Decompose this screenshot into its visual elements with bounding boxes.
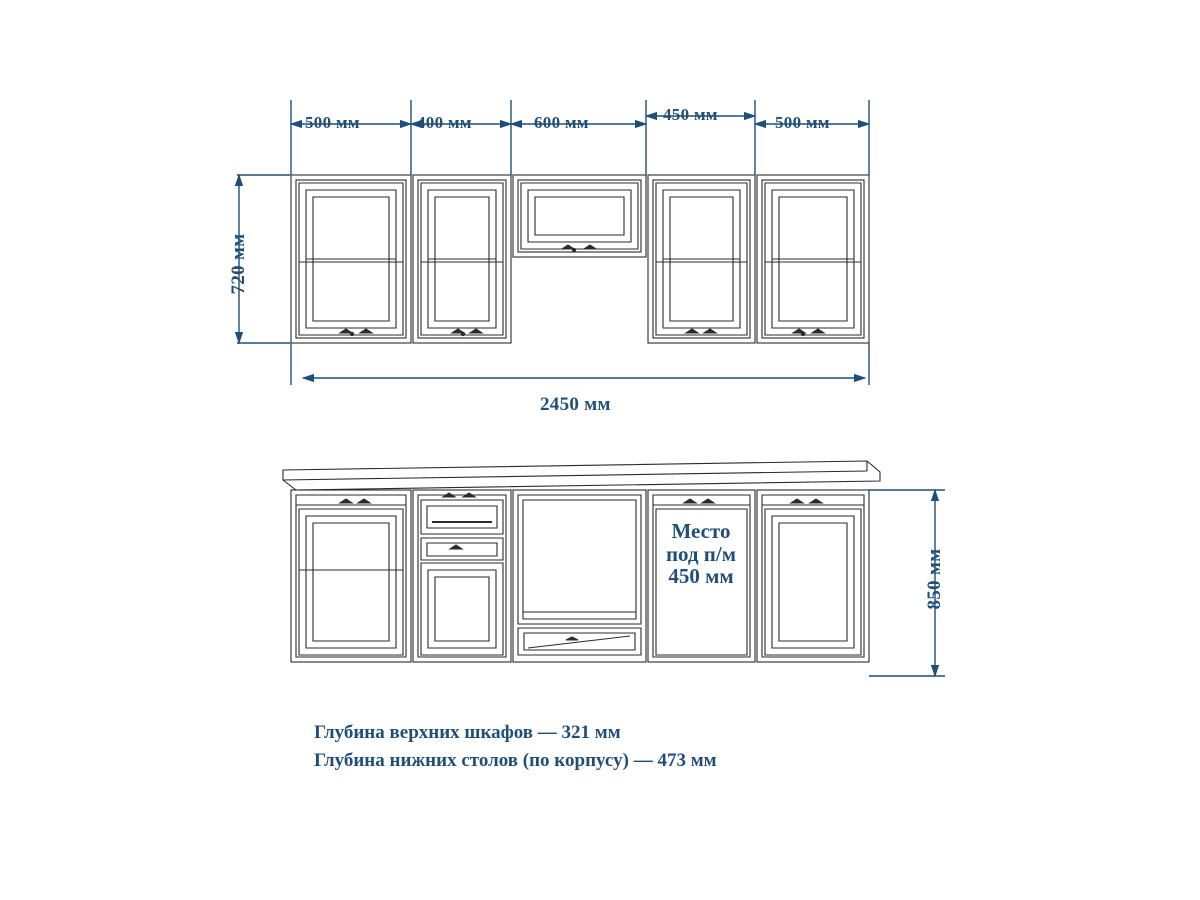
upper-cabinets-group	[291, 175, 869, 343]
upper-width-label-1: 500 мм	[305, 113, 360, 132]
lower-cabinets-group	[283, 461, 880, 662]
upper-width-label-4: 450 мм	[663, 105, 718, 124]
dishwasher-slot-label: Место под п/м 450 мм	[665, 519, 737, 589]
lower-height-label: 850 мм	[924, 548, 945, 610]
note-upper-depth: Глубина верхних шкафов — 321 мм	[314, 722, 621, 743]
note-lower-depth: Глубина нижних столов (по корпусу) — 473 мм	[314, 750, 717, 771]
upper-width-label-3: 600 мм	[534, 113, 589, 132]
upper-width-label-2: 400 мм	[417, 113, 472, 132]
upper-height-label: 720 мм	[228, 233, 249, 295]
upper-width-label-5: 500 мм	[775, 113, 830, 132]
total-width-label: 2450 мм	[540, 394, 611, 415]
